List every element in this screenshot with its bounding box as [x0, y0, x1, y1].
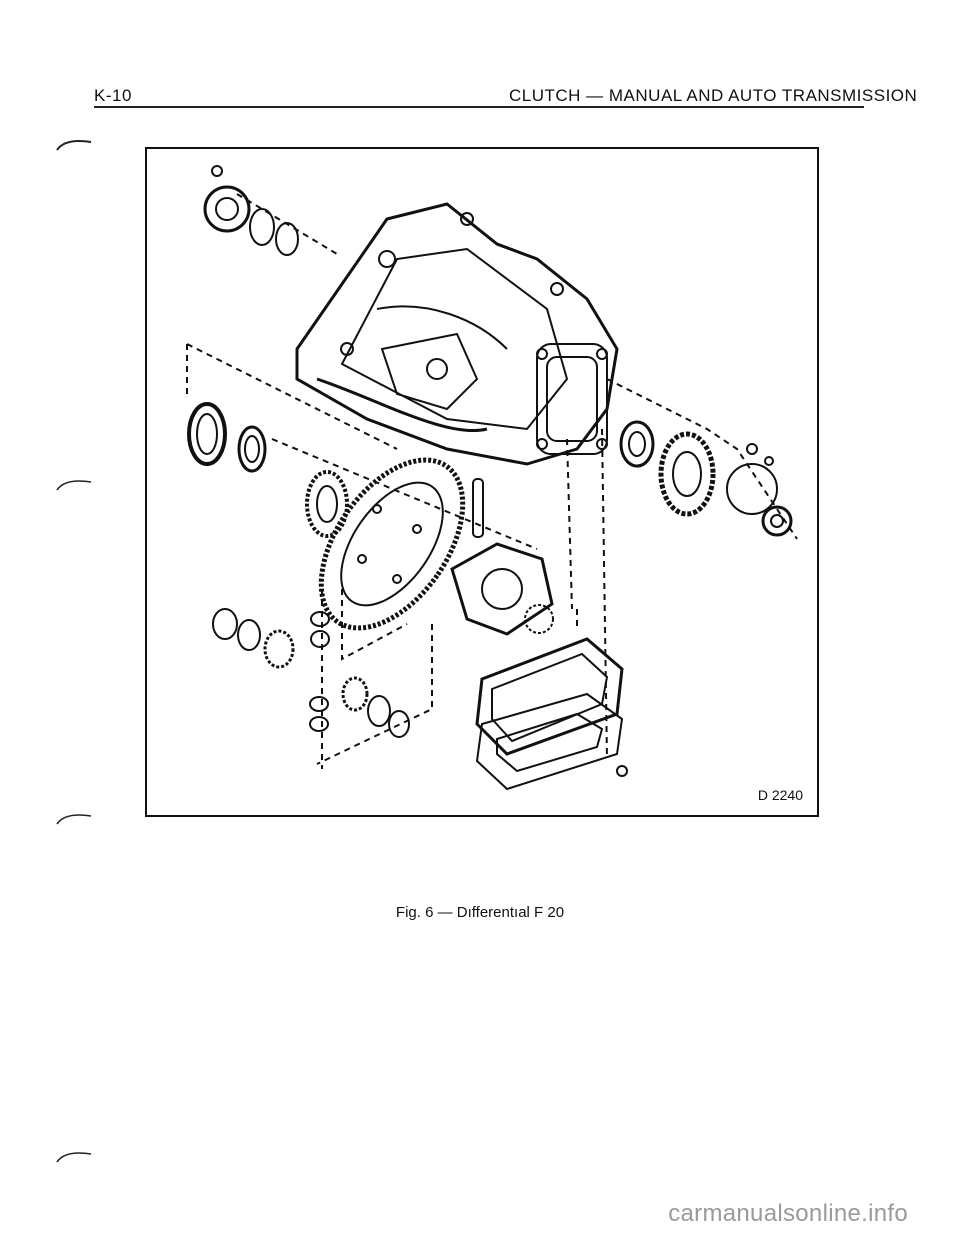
pan-gasket: [477, 694, 622, 789]
margin-mark: [55, 134, 95, 154]
side-gear: [265, 631, 293, 667]
flange-seal: [763, 507, 791, 535]
bearing: [239, 427, 265, 471]
margin-mark: [55, 808, 95, 828]
differential-carrier: [452, 544, 552, 634]
figure-caption: Fig. 6 — Dıfferentıal F 20: [395, 904, 565, 921]
section-title: CLUTCH — MANUAL AND AUTO TRANSMISSION: [509, 86, 918, 105]
page-number: K-10: [94, 86, 132, 105]
margin-mark: [55, 474, 95, 494]
adjuster-ring: [661, 434, 713, 514]
o-ring: [727, 464, 777, 514]
crown-wheel: [292, 435, 491, 654]
margin-mark: [55, 1146, 95, 1166]
bearing-race: [621, 422, 653, 466]
pinion-gear: [307, 472, 347, 536]
mount-bracket: [382, 334, 477, 409]
differential-exploded-diagram: [147, 149, 817, 815]
flange-seal: [205, 187, 249, 231]
header-rule: [94, 106, 864, 108]
figure-frame: [145, 147, 819, 817]
watermark: carmanualsonline.info: [668, 1200, 908, 1227]
figure-code: D 2240: [757, 787, 803, 803]
shaft-pin: [473, 479, 483, 537]
